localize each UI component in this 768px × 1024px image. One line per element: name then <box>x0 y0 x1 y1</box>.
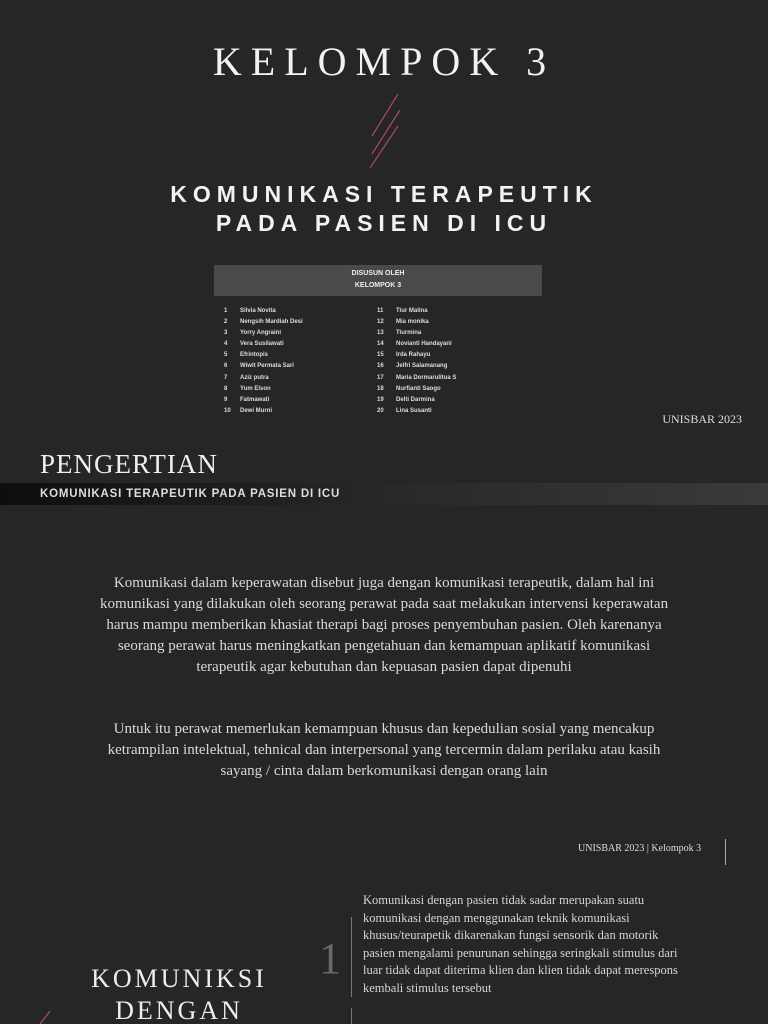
member-number: 1 <box>224 308 228 314</box>
member-name: Irda Rahayu <box>396 352 431 359</box>
member-name: Aziz putra <box>240 374 269 381</box>
member-number: 16 <box>377 363 384 370</box>
member-number: 12 <box>377 319 384 326</box>
section-slide <box>0 871 768 1024</box>
member-row <box>214 339 516 350</box>
slide-subtitle <box>0 180 768 238</box>
member-name: Delti Darmina <box>396 396 435 403</box>
member-row <box>214 317 516 328</box>
description-line: pasien mengalami penurunan sehingga seringkali stimulus dari <box>363 945 678 960</box>
vertical-divider <box>351 1008 352 1024</box>
member-name: Silvia Novita <box>240 308 276 314</box>
member-row <box>214 395 516 406</box>
paragraph-line: ketrampilan intelektual, tehnical dan interpersonal yang tercermin dalam perilaku atau kasih <box>107 742 661 758</box>
member-number: 4 <box>224 341 228 348</box>
member-number: 10 <box>224 407 231 414</box>
member-row <box>214 373 516 384</box>
member-name: Fatmawati <box>240 396 270 403</box>
member-number: 17 <box>377 374 384 381</box>
member-row <box>214 306 516 317</box>
member-number: 18 <box>377 385 384 392</box>
member-number: 7 <box>224 374 228 381</box>
roster-header-line-2: KELOMPOK 3 <box>354 282 402 289</box>
title-slide <box>0 0 768 438</box>
member-name: Mia monika <box>396 319 429 326</box>
section-number: 1 <box>319 934 341 983</box>
heading-line-2: DENGAN <box>115 996 243 1024</box>
accent-line <box>372 94 398 136</box>
decorative-slash-lines <box>362 92 406 170</box>
member-number: 2 <box>224 319 228 326</box>
member-name: Jelfri Salamanang <box>396 363 448 370</box>
member-name: Efrintopis <box>240 352 268 359</box>
member-number: 3 <box>224 330 228 337</box>
description-line: kembali stimulus tersebut <box>363 980 492 995</box>
member-name: Lina Susanti <box>396 407 432 414</box>
slide-title: KELOMPOK 3 <box>212 39 556 84</box>
member-number: 5 <box>224 352 228 359</box>
member-number: 8 <box>224 385 228 392</box>
member-number: 15 <box>377 352 384 359</box>
member-name: Yum Elson <box>240 385 271 392</box>
subtitle-line-1: KOMUNIKASI TERAPEUTIK <box>170 181 598 207</box>
paragraph-line: harus mampu memberikan khasiat therapi bagi proses penyembuhan pasien. Oleh karenanya <box>106 617 662 633</box>
member-name: Vera Susilawati <box>240 341 284 348</box>
member-number: 6 <box>224 363 228 370</box>
description-line: komunikasi dengan menggunakan teknik komunikasi <box>363 910 630 925</box>
member-row <box>214 361 516 372</box>
heading-line-1: KOMUNIKSI <box>91 964 267 993</box>
member-name: Nurfianti Saogo <box>396 385 441 392</box>
topic-band <box>0 483 768 505</box>
member-roster <box>214 265 542 417</box>
member-name: Yorry Angraini <box>240 330 282 337</box>
member-number: 13 <box>377 330 384 337</box>
decorative-slash-line <box>34 1009 54 1024</box>
paragraph-line: sayang / cinta dalam berkomunikasi dengan orang lain <box>220 763 548 779</box>
accent-line <box>40 1011 50 1024</box>
member-name: Tiur Malina <box>396 308 428 314</box>
member-row <box>214 328 516 339</box>
member-number: 19 <box>377 396 384 403</box>
member-name: Maria Dormarulitua S <box>396 374 457 381</box>
definition-slide <box>0 441 768 868</box>
member-name: Novianti Handayani <box>396 341 452 348</box>
paragraph-line: Komunikasi dalam keperawatan disebut juga dengan komunikasi terapeutik, dalam hal ini <box>113 575 655 591</box>
description-line: Komunikasi dengan pasien tidak sadar merupakan suatu <box>363 893 645 907</box>
member-row <box>214 406 516 417</box>
member-row <box>214 350 516 361</box>
paragraph-line: terapeutik agar kebutuhan dan kepuasan pasien dapat dipenuhi <box>196 659 572 675</box>
description-line: khusus/teurapetik dikarenakan fungsi sensorik dan motorik <box>363 928 659 942</box>
section-heading <box>72 963 286 1024</box>
member-number: 9 <box>224 396 228 403</box>
paragraph-2 <box>40 719 728 782</box>
member-name: Nengsih Mardiah Desi <box>240 319 303 326</box>
paragraph-1 <box>40 573 728 678</box>
footer-divider <box>725 839 726 865</box>
slide-footer: UNISBAR 2023 <box>662 412 742 426</box>
member-row <box>214 384 516 395</box>
member-name: Tiurmina <box>396 330 422 337</box>
member-table <box>214 306 516 417</box>
section-heading: PENGERTIAN <box>40 449 218 479</box>
roster-header-line-1: DISUSUN OLEH <box>351 270 405 277</box>
member-number: 14 <box>377 341 384 348</box>
paragraph-line: seorang perawat harus meningkatkan pengetahuan dan kemampuan aplikatif komunikasi <box>117 638 651 654</box>
description-line: luar tidak dapat diterima klien dan klien tidak dapat merespons <box>363 963 678 977</box>
member-name: Dewi Murni <box>240 407 273 414</box>
member-number: 11 <box>377 308 384 314</box>
member-name: Wiwit Permata Sari <box>240 363 294 370</box>
slide-footer: UNISBAR 2023 | Kelompok 3 <box>578 843 702 854</box>
paragraph-line: komunikasi yang dilakukan oleh seorang perawat pada saat melakukan intervensi keperawatan <box>99 596 669 612</box>
vertical-divider <box>351 917 352 997</box>
section-description <box>363 892 745 997</box>
roster-header <box>214 265 542 296</box>
member-number: 20 <box>377 407 384 414</box>
subtitle-line-2: PADA PASIEN DI ICU <box>215 210 553 236</box>
topic-band-text: KOMUNIKASI TERAPEUTIK PADA PASIEN DI ICU <box>40 488 341 500</box>
paragraph-line: Untuk itu perawat memerlukan kemampuan khusus dan kepedulian sosial yang mencakup <box>113 721 655 737</box>
accent-line <box>372 110 400 154</box>
